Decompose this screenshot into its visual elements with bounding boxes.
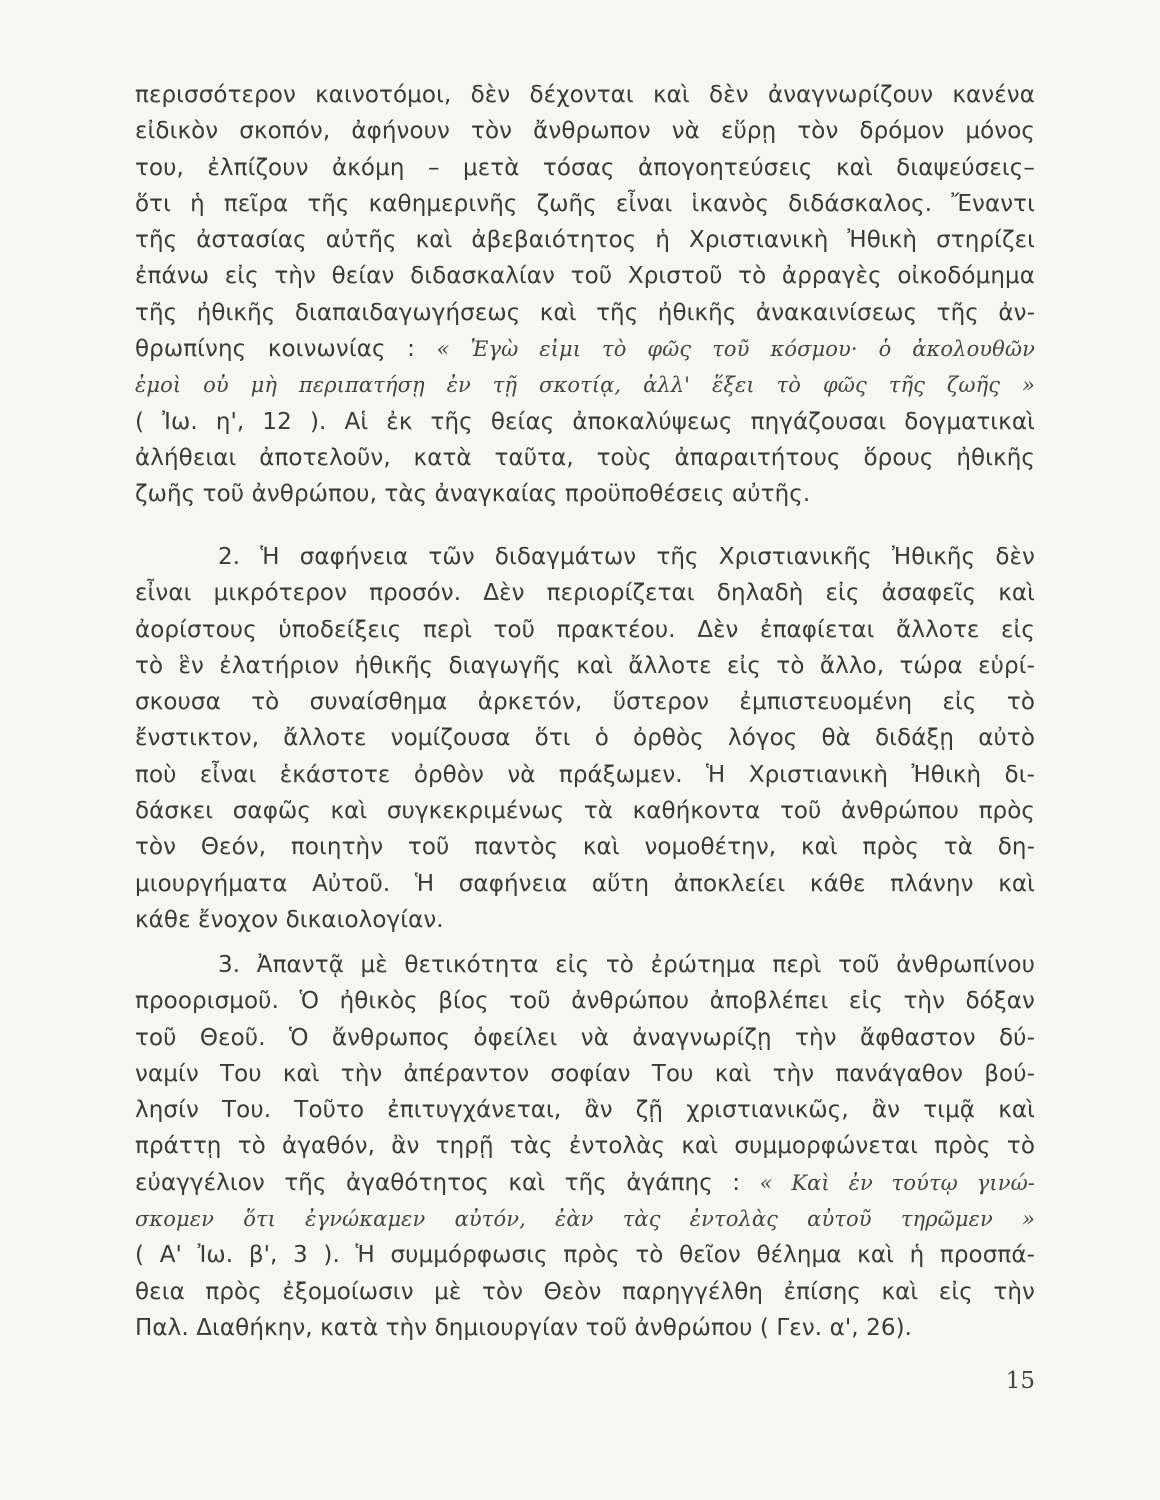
text-line [135,684,1035,720]
body-text: λησίν Του. Τοῦτο ἐπιτυγχάνεται, ἂν ζῇ χριστιανικῶς, ἂν τιμᾷ καὶ [135,1097,1035,1124]
body-text: τὸ ἓν ἐλατήριον ἠθικῆς διαγωγῆς καὶ ἄλλοτε εἰς τὸ ἄλλο, τώρα εὑρί- [135,652,1035,679]
body-text: 2. Ἡ σαφήνεια τῶν διδαγμάτων τῆς Χριστιανικῆς Ἠθικῆς δὲν [218,544,1035,570]
body-text: 3. Ἀπαντᾷ μὲ θετικότητα εἰς τὸ ἐρώτημα περὶ τοῦ ἀνθρωπίνου [218,952,1035,978]
text-line [135,720,1035,756]
text-line [135,612,1035,648]
text-line [135,1165,1035,1201]
body-text: εὐαγγέλιον τῆς ἀγαθότητος καὶ τῆς ἀγάπης : [135,1169,760,1196]
text-line [135,440,1035,476]
body-text: θεια πρὸς ἐξομοίωσιν μὲ τὸν Θεὸν παρηγγέλθη ἐπίσης καὶ εἰς τὴν [135,1278,1035,1305]
body-text: ἀορίστους ὑποδείξεις περὶ τοῦ πρακτέου. Δὲν ἐπαφίεται ἄλλοτε εἰς [135,616,1035,643]
quotation-text: σκομεν ὅτι ἐγνώκαμεν αὐτόν, ἐὰν τὰς ἐντολὰς αὐτοῦ τηρῶμεν » [135,1207,1035,1232]
body-text: ( Α' Ἰω. β', 3 ). Ἡ συμμόρφωσις πρὸς τὸ θεῖον θέλημα καὶ ἡ προσπά- [135,1242,1035,1269]
page-number: 15 [1005,1368,1035,1394]
body-text: περισσότερον καινοτόμοι, δὲν δέχονται καὶ δὲν ἀναγνωρίζουν κανένα [135,82,1035,108]
text-line [135,1128,1035,1164]
text-line [135,367,1035,403]
body-text: μιουργήματα Αὐτοῦ. Ἡ σαφήνεια αὕτη ἀποκλείει κάθε πλάνην καὶ [135,870,1035,897]
text-line [135,575,1035,611]
text-line [135,757,1035,793]
body-text: πράττῃ τὸ ἀγαθόν, ἂν τηρῇ τὰς ἐντολὰς καὶ συμμορφώνεται πρὸς τὸ [135,1133,1035,1160]
body-text: ( Ἰω. η', 12 ). Αἱ ἐκ τῆς θείας ἀποκαλύψεως πηγάζουσαι δογματικαὶ [135,408,1035,435]
text-line [135,1237,1035,1273]
body-text: ὅτι ἡ πεῖρα τῆς καθημερινῆς ζωῆς εἶναι ἱκανὸς διδάσκαλος. Ἔναντι [135,190,1035,217]
text-line [135,1056,1035,1092]
body-text: ποὺ εἶναι ἑκάστοτε ὀρθὸν νὰ πράξωμεν. Ἡ Χριστιανικὴ Ἠθικὴ δι- [135,761,1035,788]
text-line [135,902,1035,938]
paragraph-3 [135,947,1035,1346]
body-text: προορισμοῦ. Ὁ ἠθικὸς βίος τοῦ ἀνθρώπου ἀποβλέπει εἰς τὴν δόξαν [135,988,1035,1015]
body-text: ἐπάνω εἰς τὴν θείαν διδασκαλίαν τοῦ Χριστοῦ τὸ ἀρραγὲς οἰκοδόμημα [135,263,1035,290]
text-line [135,983,1035,1019]
text-line [135,1092,1035,1128]
text-line [135,404,1035,440]
body-text: ζωῆς τοῦ ἀνθρώπου, τὰς ἀναγκαίας προϋποθέσεις αὐτῆς. [135,481,811,508]
text-line [135,186,1035,222]
text-line [135,113,1035,149]
paragraph-1 [135,77,1035,513]
body-text: δάσκει σαφῶς καὶ συγκεκριμένως τὰ καθήκοντα τοῦ ἀνθρώπου πρὸς [135,798,1035,825]
text-line [135,1310,1035,1346]
body-text: θρωπίνης κοινωνίας : [135,336,437,363]
text-line [135,258,1035,294]
text-line [135,476,1035,512]
text-line [135,1020,1035,1056]
body-text: σκουσα τὸ συναίσθημα ἀρκετόν, ὕστερον ἐμπιστευομένη εἰς τὸ [135,689,1035,716]
text-line [135,947,1035,983]
body-text: τῆς ἀστασίας αὐτῆς καὶ ἀβεβαιότητος ἡ Χριστιανικὴ Ἠθικὴ στηρίζει [135,227,1035,254]
text-line [135,793,1035,829]
text-line [135,77,1035,113]
body-text: του, ἐλπίζουν ἀκόμη – μετὰ τόσας ἀπογοητεύσεις καὶ διαψεύσεις– [135,154,1035,181]
body-text: εἰδικὸν σκοπόν, ἀφήνουν τὸν ἄνθρωπον νὰ εὕρῃ τὸν δρόμον μόνος [135,118,1035,145]
body-text: ἀλήθειαι ἀποτελοῦν, κατὰ ταῦτα, τοὺς ἀπαραιτήτους ὅρους ἠθικῆς [135,444,1035,471]
quotation-text: « Καὶ ἐν τούτῳ γινώ- [759,1170,1036,1195]
body-text: τὸν Θεόν, ποιητὴν τοῦ παντὸς καὶ νομοθέτην, καὶ πρὸς τὰ δη- [135,834,1035,861]
text-line [135,829,1035,865]
text-line [135,1274,1035,1310]
text-line [135,866,1035,902]
text-line [135,331,1035,367]
text-line [135,648,1035,684]
text-line [135,295,1035,331]
body-text: ἔνστικτον, ἄλλοτε νομίζουσα ὅτι ὁ ὀρθὸς λόγος θὰ διδάξῃ αὐτὸ [135,725,1035,752]
body-text: τῆς ἠθικῆς διαπαιδαγωγήσεως καὶ τῆς ἠθικῆς ἀνακαινίσεως τῆς ἀν- [135,299,1035,326]
quotation-text: ἐμοὶ οὐ μὴ περιπατήσῃ ἐν τῇ σκοτίᾳ, ἀλλ' ἕξει τὸ φῶς τῆς ζωῆς » [135,373,1035,398]
body-text: εἶναι μικρότερον προσόν. Δὲν περιορίζεται δηλαδὴ εἰς ἀσαφεῖς καὶ [135,580,1035,607]
body-text: τοῦ Θεοῦ. Ὁ ἄνθρωπος ὀφείλει νὰ ἀναγνωρίζῃ τὴν ἄφθαστον δύ- [135,1024,1035,1051]
body-text: Παλ. Διαθήκην, κατὰ τὴν δημιουργίαν τοῦ ἀνθρώπου ( Γεν. α', 26). [135,1314,913,1341]
text-line [135,1201,1035,1237]
text-line [135,222,1035,258]
text-line [135,150,1035,186]
quotation-text: « Ἐγὼ εἰμι τὸ φῶς τοῦ κόσμου· ὁ ἀκολουθῶν [436,337,1036,362]
body-text: κάθε ἔνοχον δικαιολογίαν. [135,906,444,933]
text-line [135,539,1035,575]
body-text: ναμίν Του καὶ τὴν ἀπέραντον σοφίαν Του καὶ τὴν πανάγαθον βού- [135,1060,1035,1087]
paragraph-2 [135,539,1035,938]
